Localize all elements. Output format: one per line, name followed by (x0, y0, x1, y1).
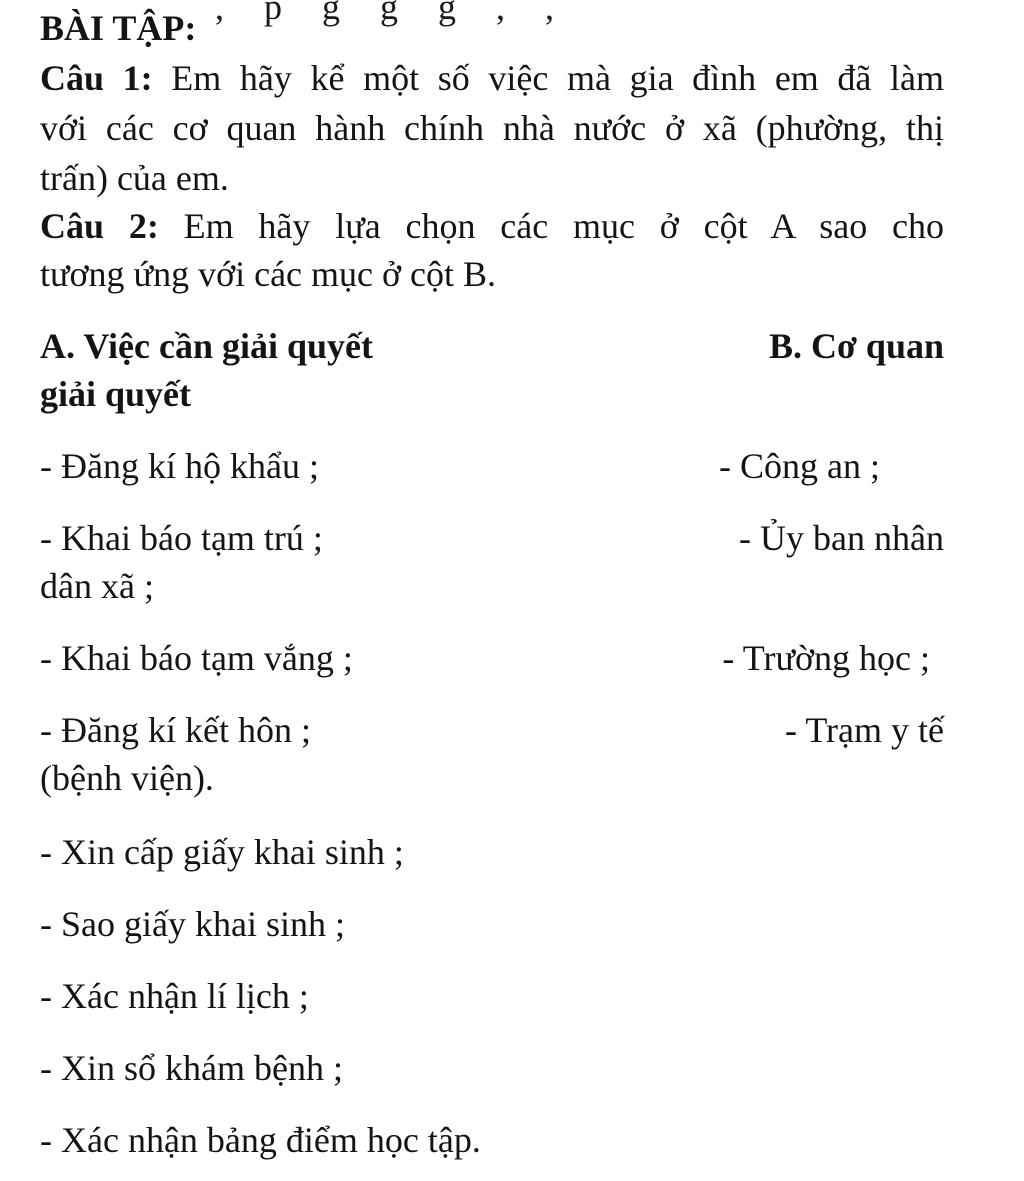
question-1-line-2 (40, 104, 944, 152)
question-1-line-1 (40, 54, 944, 102)
row-2-b (739, 514, 944, 562)
column-b-header-text: B. Cơ quan (768, 326, 944, 366)
row-5-a (40, 828, 944, 876)
question-2-line-2 (40, 250, 944, 298)
row-9-a (40, 1116, 944, 1164)
row-2-wrap-text: dân xã ; (40, 566, 154, 606)
row-1-b-text: - Công an ; (719, 446, 880, 486)
column-header-wrap (40, 370, 944, 418)
row-8-a (40, 1044, 944, 1092)
exercise-heading-text: BÀI TẬP: (40, 8, 197, 48)
row-6-a (40, 900, 944, 948)
row-3-b-text: - Trường học ; (722, 638, 930, 678)
column-b-header (769, 322, 944, 370)
row-4-wrap-text: (bệnh viện). (40, 758, 214, 798)
row-2-b-text: - Ủy ban nhân (739, 518, 944, 558)
exercise-heading (40, 4, 944, 52)
column-a-header-text: A. Việc cần giải quyết (40, 326, 373, 366)
question-2-label: Câu 2: (40, 206, 159, 246)
clipped-glyphs: ,pggg,, (215, 0, 594, 27)
question-1-text-2: với các cơ quan hành chính nhà nước ở xã (phường, thị (40, 108, 944, 148)
row-8-a-text: - Xin sổ khám bệnh ; (40, 1048, 343, 1088)
question-2-text-1: Em hãy lựa chọn các mục ở cột A sao cho (183, 206, 944, 246)
row-4-a-text: - Đăng kí kết hôn ; (40, 710, 311, 750)
question-1-line-3 (40, 154, 944, 202)
row-5-a-text: - Xin cấp giấy khai sinh ; (40, 832, 404, 872)
row-3-b (722, 634, 930, 682)
row-4-b (785, 706, 944, 754)
question-1-text-1: Em hãy kể một số việc mà gia đình em đã làm (171, 58, 945, 98)
question-2-line-1 (40, 202, 944, 250)
row-6-a-text: - Sao giấy khai sinh ; (40, 904, 345, 944)
row-4-b-text: - Trạm y tế (784, 710, 944, 750)
row-1-b (719, 442, 880, 490)
question-1-text-3: trấn) của em. (40, 158, 229, 198)
question-2-text-2: tương ứng với các mục ở cột B. (40, 254, 497, 294)
row-4-wrap (40, 754, 944, 802)
row-7-a-text: - Xác nhận lí lịch ; (40, 976, 309, 1016)
question-1-label: Câu 1: (40, 58, 153, 98)
row-7-a (40, 972, 944, 1020)
row-2-wrap (40, 562, 944, 610)
row-1-a-text: - Đăng kí hộ khẩu ; (40, 446, 319, 486)
column-header-wrap-text: giải quyết (40, 374, 192, 414)
row-3-a-text: - Khai báo tạm vắng ; (40, 638, 353, 678)
row-2-a-text: - Khai báo tạm trú ; (40, 518, 323, 558)
row-9-a-text: - Xác nhận bảng điểm học tập. (40, 1120, 481, 1160)
